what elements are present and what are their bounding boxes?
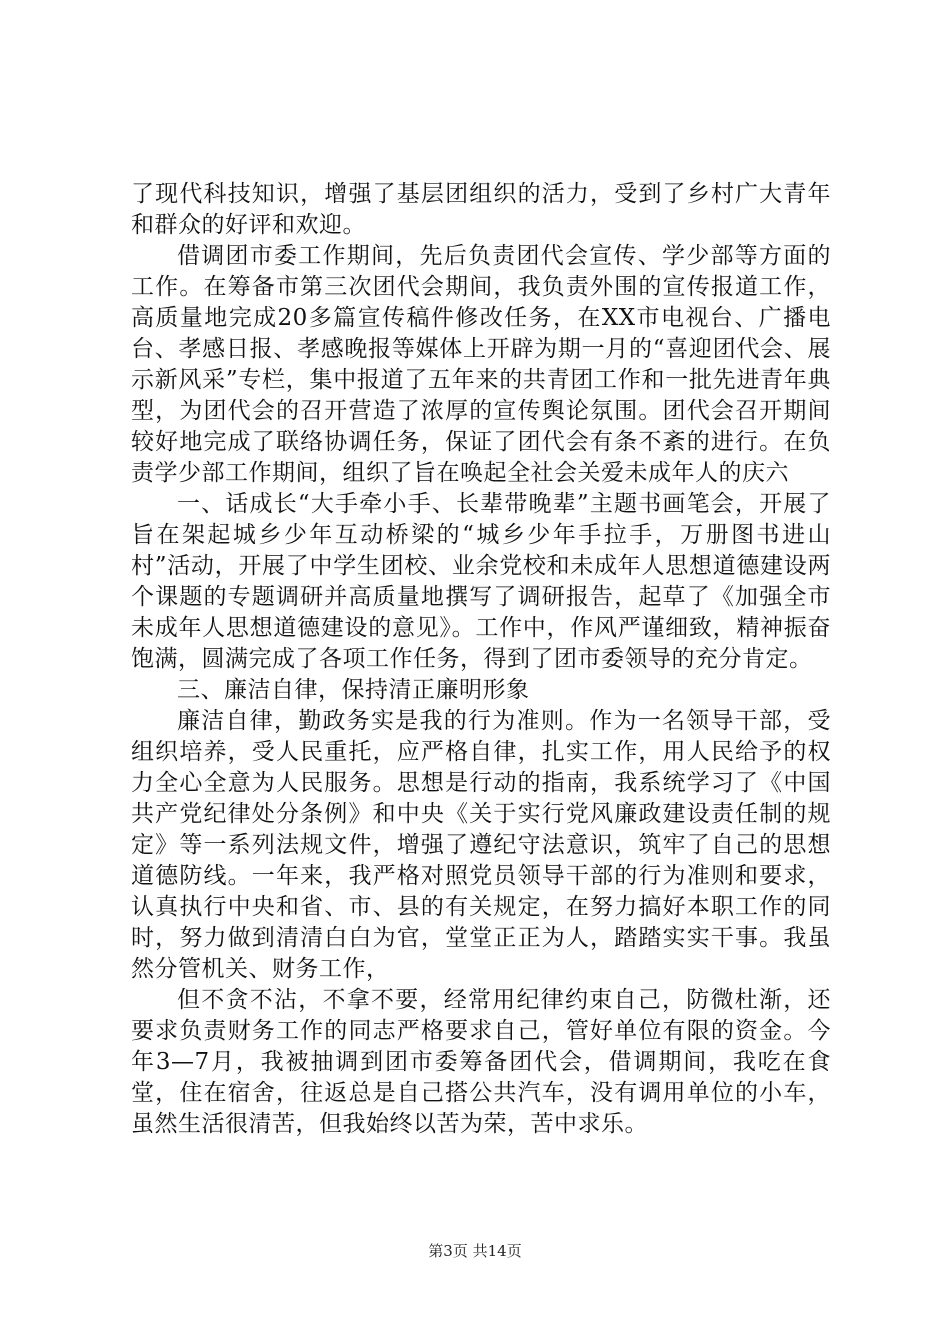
paragraph-5: 廉洁自律，勤政务实是我的行为准则。作为一名领导干部，受组织培养，受人民重托，应严格自律，扎实工作，用人民给予的权力全心全意为人民服务。思想是行动的指南，我系统学习了《中国共产党纪律处分条例》和中央《关于实行党风廉政建设责任制的规定》等一系列法规文件，增强了遵纪守法意识，筑牢了自己的思想道德防线。一年来，我严格对照党员领导干部的行为准则和要求，认真执行中央和省、市、县的有关规定，在努力搞好本职工作的同时，努力做到清清白白为官，堂堂正正为人，踏踏实实干事。我虽然分管机关、财务工作，	[131, 708, 831, 982]
page-number-footer: 第3页 共14页	[428, 1242, 522, 1260]
section-heading: 三、廉洁自律，保持清正廉明形象	[177, 677, 530, 703]
paragraph-2: 借调团市委工作期间，先后负责团代会宣传、学少部等方面的工作。在筹备市第三次团代会期间，我负责外围的宣传报道工作，高质量地完成20多篇宣传稿件修改任务，在XX市电视台、广播电台、孝感日报、孝感晚报等媒体上开辟为期一月的“喜迎团代会、展示新风采”专栏，集中报道了五年来的共青团工作和一批先进青年典型，为团代会的召开营造了浓厚的宣传舆论氛围。团代会召开期间较好地完成了联络协调任务，保证了团代会有条不紊的进行。在负责学少部工作期间，组织了旨在唤起全社会关爱未成年人的庆六	[131, 243, 831, 486]
paragraph-3: 一、话成长“大手牵小手、长辈带晚辈”主题书画笔会，开展了旨在架起城乡少年互动桥梁的“城乡少年手拉手，万册图书进山村”活动，开展了中学生团校、业余党校和未成年人思想道德建设两个课题的专题调研并高质量地撰写了调研报告，起草了《加强全市未成年人思想道德建设的意见》。工作中，作风严谨细致，精神振奋饱满，圆满完成了各项工作任务，得到了团市委领导的充分肯定。	[131, 491, 831, 672]
paragraph-1: 了现代科技知识，增强了基层团组织的活力，受到了乡村广大青年和群众的好评和欢迎。	[131, 181, 831, 238]
paragraph-6: 但不贪不沾，不拿不要，经常用纪律约束自己，防微杜渐，还要求负责财务工作的同志严格要求自己，管好单位有限的资金。今年3—7月，我被抽调到团市委筹备团代会，借调期间，我吃在食堂，住在宿舍，往返总是自己搭公共汽车，没有调用单位的小车，虽然生活很清苦，但我始终以苦为荣，苦中求乐。	[131, 987, 831, 1137]
document-body	[131, 179, 831, 1140]
